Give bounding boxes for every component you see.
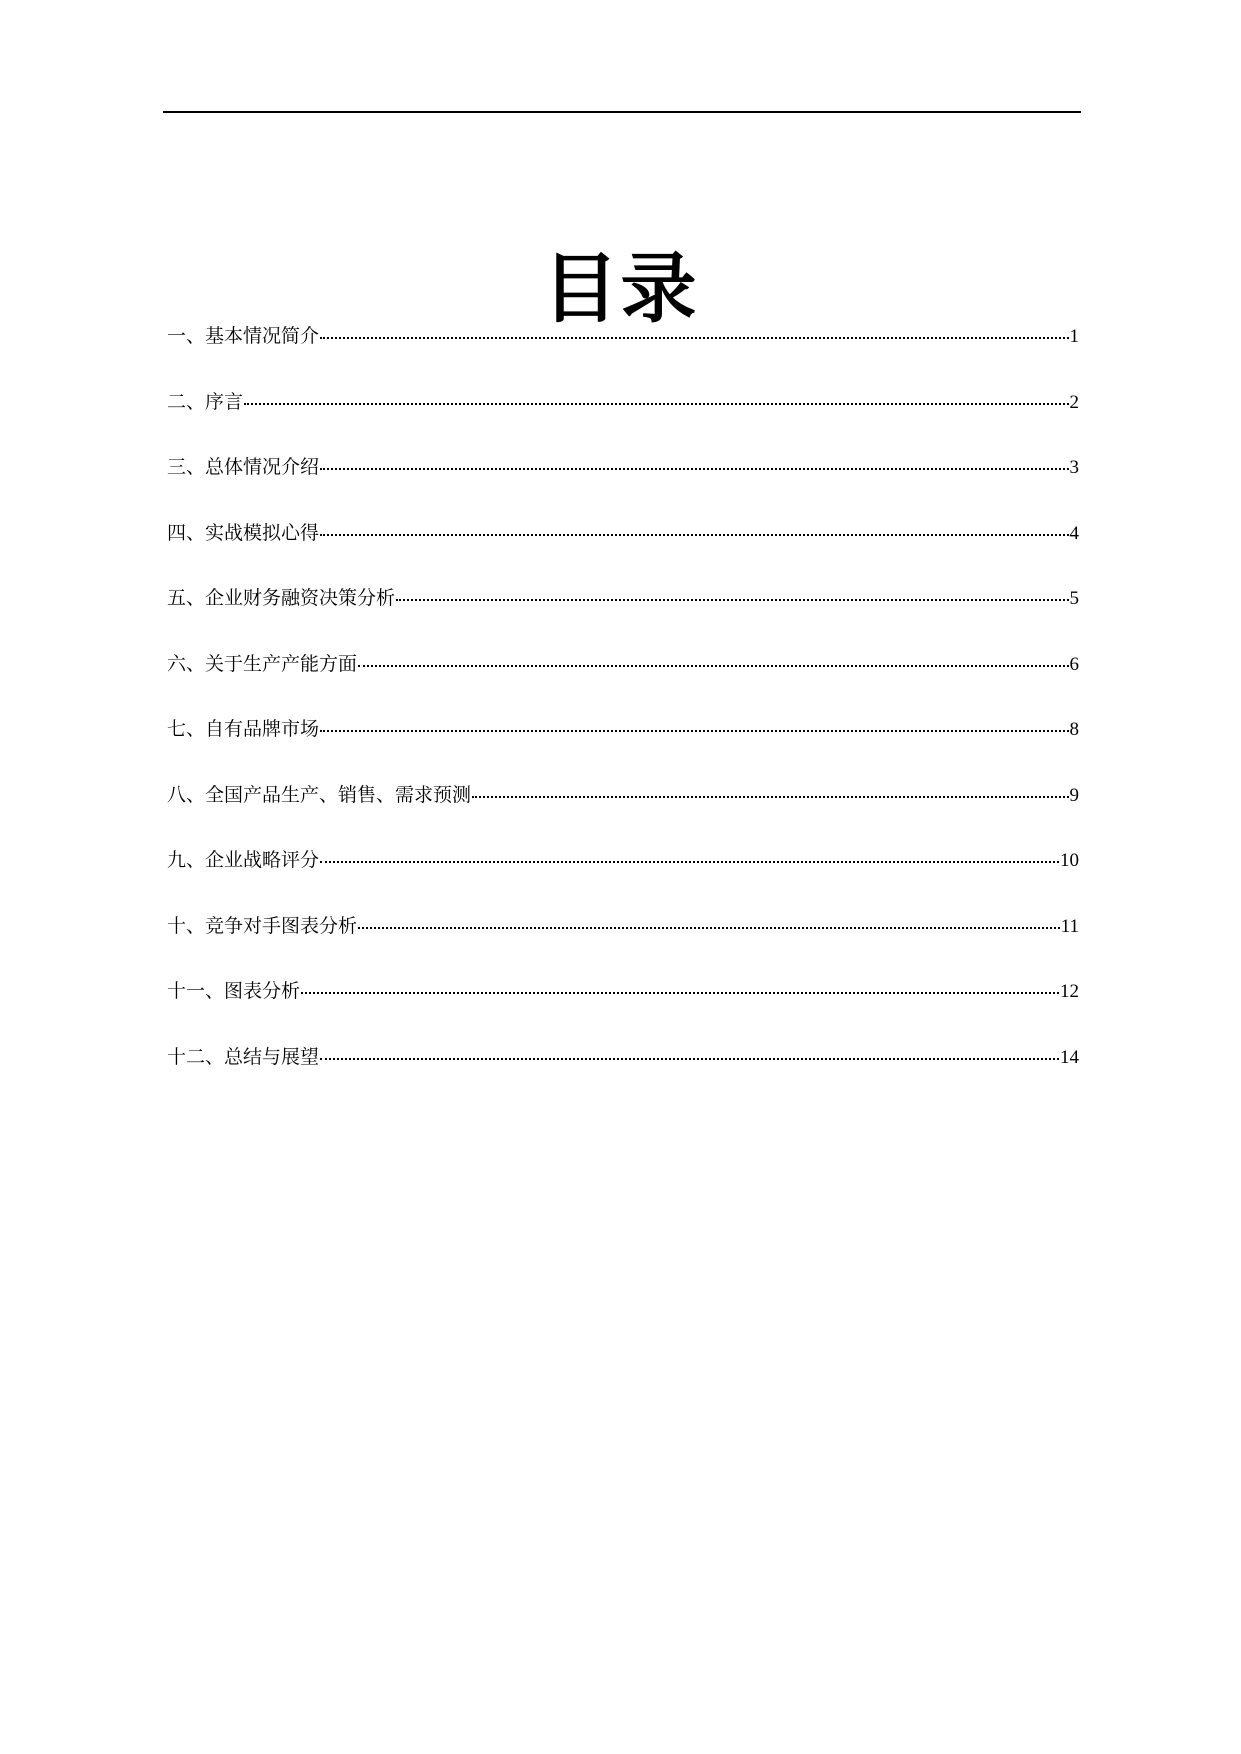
toc-entry-label: 三、总体情况介绍: [167, 456, 320, 478]
toc-page-number: 11: [1060, 915, 1079, 937]
toc-entry-label: 十二、总结与展望: [167, 1045, 320, 1068]
toc-dot-leader: [472, 794, 1068, 798]
toc-page-number: 14: [1060, 1046, 1079, 1068]
toc-entry[interactable]: [167, 976, 1079, 1042]
toc-dot-leader: [320, 859, 1059, 863]
toc-title: 目录: [542, 243, 699, 333]
toc-entry-label: 九、企业战略评分: [167, 849, 320, 871]
toc-page-number: 8: [1069, 719, 1079, 740]
toc-entry-label: 七、自有品牌市场: [167, 718, 320, 740]
toc-entry[interactable]: [167, 518, 1079, 584]
toc-dot-leader: [320, 728, 1068, 732]
toc-entry[interactable]: [167, 321, 1079, 387]
table-of-contents: [167, 321, 1079, 1107]
toc-entry-label: 六、关于生产产能方面: [167, 652, 358, 675]
toc-entry[interactable]: [167, 1042, 1079, 1108]
toc-page-number: 5: [1069, 588, 1079, 609]
toc-dot-leader: [320, 1056, 1059, 1060]
toc-entry[interactable]: [167, 714, 1079, 780]
toc-dot-leader: [301, 990, 1059, 994]
toc-entry[interactable]: [167, 911, 1079, 977]
toc-page-number: 4: [1069, 522, 1079, 544]
toc-dot-leader: [244, 401, 1068, 405]
toc-entry-label: 五、企业财务融资决策分析: [167, 587, 396, 609]
toc-entry[interactable]: [167, 387, 1079, 453]
toc-dot-leader: [320, 532, 1068, 536]
toc-page-number: 12: [1060, 981, 1079, 1002]
toc-entry-label: 八、全国产品生产、销售、需求预测: [167, 783, 472, 806]
toc-entry[interactable]: [167, 452, 1079, 518]
toc-dot-leader: [396, 597, 1068, 601]
toc-page-number: 2: [1069, 391, 1079, 413]
toc-entry[interactable]: [167, 780, 1079, 846]
toc-entry[interactable]: [167, 583, 1079, 649]
toc-entry[interactable]: [167, 845, 1079, 911]
toc-page-number: 1: [1069, 326, 1079, 347]
toc-dot-leader: [320, 335, 1068, 339]
header-rule: [163, 111, 1081, 113]
toc-dot-leader: [358, 925, 1060, 929]
toc-dot-leader: [358, 663, 1068, 667]
toc-page-number: 9: [1069, 784, 1079, 806]
toc-entry-label: 十一、图表分析: [167, 980, 301, 1002]
toc-entry[interactable]: [167, 649, 1079, 715]
toc-entry-label: 十、竞争对手图表分析: [167, 914, 358, 937]
toc-entry-label: 二、序言: [167, 390, 244, 413]
toc-entry-label: 一、基本情况简介: [167, 325, 320, 347]
toc-page-number: 3: [1069, 457, 1079, 478]
toc-entry-label: 四、实战模拟心得: [167, 521, 320, 544]
toc-dot-leader: [320, 466, 1068, 470]
toc-page-number: 10: [1060, 850, 1079, 871]
toc-page-number: 6: [1069, 653, 1079, 675]
